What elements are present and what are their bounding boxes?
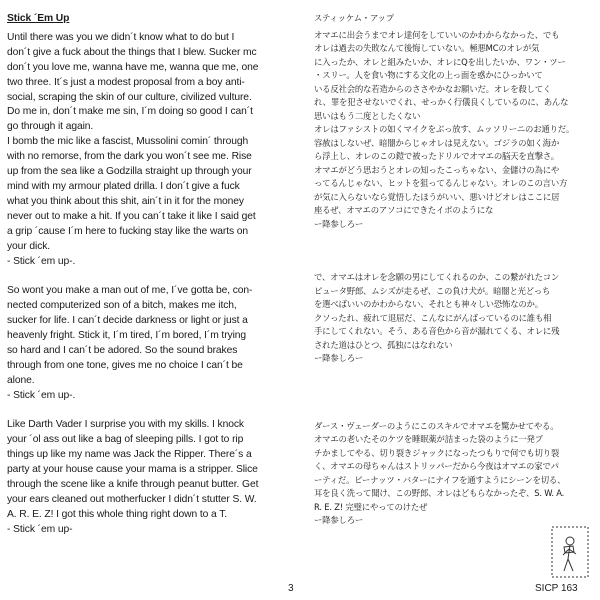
lyric-line: what you think about this shit, ain´t in it for the money <box>7 195 244 207</box>
lyric-line: your ´ol ass out like a bag of sleeping pills. I got to rip <box>7 434 244 446</box>
lyric-line: ー降参しろー <box>314 218 364 229</box>
lyric-line: sucker for life. I can´t decide darkness or light or just a <box>7 315 248 327</box>
lyric-line: 座るぜ、オマエのアソコにできたイボのようにな <box>314 205 494 215</box>
japanese-verse-1 <box>314 29 593 232</box>
lyric-line: so hard and I can´t be adored. So the sound brakes <box>7 344 238 356</box>
lyric-line: チかましてやる、切り裂きジャックになったつもりで何でも切り裂 <box>314 447 560 458</box>
lyric-line: party at your house cause your mama is a stripper. Slice <box>7 464 258 476</box>
lyric-line: ・スリー。人を食い物にする文化の上っ面を惑かにひっかいて <box>314 70 543 80</box>
lyric-line: 思いはもう二度としたくない <box>314 110 421 121</box>
lyric-line: で、オマエはオレを念願の男にしてくれるのか、この繋がれたコン <box>314 272 560 282</box>
lyric-line: social, scraping the skin of our culture, civilized vulture. <box>7 91 252 103</box>
english-verse-3 <box>7 418 290 537</box>
lyric-line: heavenly fright. Stick it, I´m tired, I´m bored, I´m trying <box>7 330 247 342</box>
lyric-line: オマエに出会うまでオレ達何をしていいのかわからなかった、でも <box>314 29 560 40</box>
japanese-verse-2 <box>314 271 593 366</box>
lyric-line: 容赦はしないぜ、暗闇からじゃオレは見えない。ゴジラの如く海か <box>314 137 559 148</box>
lyric-line: を選べばいいのかわからない、それとも神々しい恐怖なのか。 <box>314 299 543 309</box>
lyric-line: オレは過去の失敗なんて後悔していない。極悪MCのオレが気 <box>314 43 540 53</box>
verse-spacer <box>7 269 290 284</box>
japanese-verse-3 <box>314 420 593 528</box>
lyric-line: Until there was you we didn´t know what to do but I <box>7 31 235 43</box>
english-verse-1 <box>7 31 290 270</box>
verse-spacer <box>7 404 290 419</box>
lyric-line: ダース・ヴェーダーのようにこのスキルでオマエを驚かせてやる。 <box>314 420 559 431</box>
verse-spacer <box>314 231 593 271</box>
lyric-line: A. R. E. Z! I got this whole thing right down to a T. <box>7 508 228 520</box>
lyric-line: don´t you love me, wanna have me, wanna que me, one <box>7 61 259 73</box>
lyric-line: ー降参しろー <box>314 515 364 525</box>
lyric-line: things up like my name was Jack the Ripper. There´s a <box>7 449 252 461</box>
lyric-line: いる反社会的な若造からのささやかなお願いだ。オレを殺してく <box>314 83 552 94</box>
english-song-title: Stick ´Em Up <box>7 13 70 24</box>
lyric-line: R. E. Z! 完璧にやってのけたぜ <box>314 501 428 512</box>
lyric-line: く、オマエの母ちゃんはストリッパーだから今夜はオマエの家でパ <box>314 461 559 471</box>
lyric-line: オレはファシストの如くマイクをぶっ放す、ムッソリーニのお通りだ。 <box>314 124 575 134</box>
lyric-line: go through it again. <box>7 121 94 133</box>
lyric-line: up from the sea like a Godzilla straight up through your <box>7 166 252 178</box>
lyric-line: オマエの老いたそのケツを睡眠薬が詰まった袋のように一発ブ <box>314 434 543 444</box>
lyric-line: nected computerized son of a bitch, makes me itch, <box>7 300 237 312</box>
lyric-line: クソったれ、疲れて退屈だ、こんなにがんばっているのに誰も相 <box>314 312 552 323</box>
lyric-line: ってるんじゃない、ヒットを狙ってるんじゃない。オレのこの言い方 <box>314 178 568 188</box>
english-verse-2 <box>7 284 290 403</box>
lyric-line: with no remorse, from the dark you won´t see me. Rise <box>7 151 252 163</box>
english-lyrics-column <box>7 12 290 538</box>
lyric-line: - Stick ´em up-. <box>7 255 76 267</box>
lyric-line: が気に入らないなら覚悟したほうがいい、悪いけどオレはここに居 <box>314 191 560 202</box>
lyric-line: れ、罪を犯させないでくれ、せっかく行儀良くしているのに、あんな <box>314 97 569 107</box>
lyric-line: に入ったか、オレと組みたいか、オレにQを出したいか、ワン・ツー <box>314 56 566 67</box>
lyric-line: - Stick ´em up-. <box>7 389 76 401</box>
lyric-line: ら浮上し、オレのこの鎧で被ったドリルでオマエの脳天を直撃さ。 <box>314 151 559 161</box>
lyric-line: オマエがどう思おうとオレの知ったこっちゃない、金儲けの為にや <box>314 164 560 175</box>
lyric-line: two three. It´s just a modest proposal from a boy anti- <box>7 76 245 88</box>
lyric-line: ーティだ。ピーナッツ・バターにナイフを通すようにシーンを切る、 <box>314 474 566 485</box>
lyric-line: Do me in, don´t make me sin, I´m doing so good I can´t <box>7 106 253 118</box>
verse-spacer <box>314 366 593 420</box>
lyric-line: ー降参しろー <box>314 353 364 363</box>
lyric-line: mind with my armour plated drilla. I don´t give a fuck <box>7 180 240 192</box>
lyric-line: - Stick ´em up- <box>7 523 73 535</box>
lyric-line: ピュータ野郎、ムシズが走るぜ、この負け犬が。暗闇と光どっち <box>314 285 551 296</box>
lyric-line: a grip ´cause I´m here to fucking stay like the warts on <box>7 225 249 237</box>
page-number: 3 <box>288 583 294 594</box>
walking-figure-icon <box>550 525 590 580</box>
japanese-lyrics-column <box>314 12 593 528</box>
lyric-line: Like Darth Vader I surprise you with my skills. I knock <box>7 419 244 431</box>
japanese-song-title: スティッケム・アップ <box>314 13 394 23</box>
lyric-line: through the scene like a knife through peanut butter. Get <box>7 479 259 491</box>
lyric-line: your dick. <box>7 240 51 252</box>
catalog-number: SICP 163 <box>535 583 578 594</box>
lyric-line: I bomb the mic like a fascist, Mussolini comin´ through <box>7 136 249 148</box>
lyric-line: 手にしてくれない。そう、ある音色から音が漏れてくる、オレに残 <box>314 326 560 336</box>
lyric-line: So wont you make a man out of me, I´ve gotta be, con- <box>7 285 253 297</box>
lyric-line: された道はひとつ、孤独にはなれない <box>314 339 453 350</box>
lyric-line: 耳を良く洗って聞け、この野郎、オレはどもらなかったぞ、S. W. A. <box>314 488 565 498</box>
lyric-line: through from one tone, gives me no choice I can´t be <box>7 359 243 371</box>
lyric-line: your ears cleaned out motherfucker I didn´t stutter S. W. <box>7 493 257 505</box>
lyric-line: don´t give a fuck about the things that I blew. Sucker mc <box>7 46 257 58</box>
lyric-line: never out to make a hit. If you can´t take it like I said get <box>7 210 256 222</box>
lyric-line: alone. <box>7 374 35 386</box>
